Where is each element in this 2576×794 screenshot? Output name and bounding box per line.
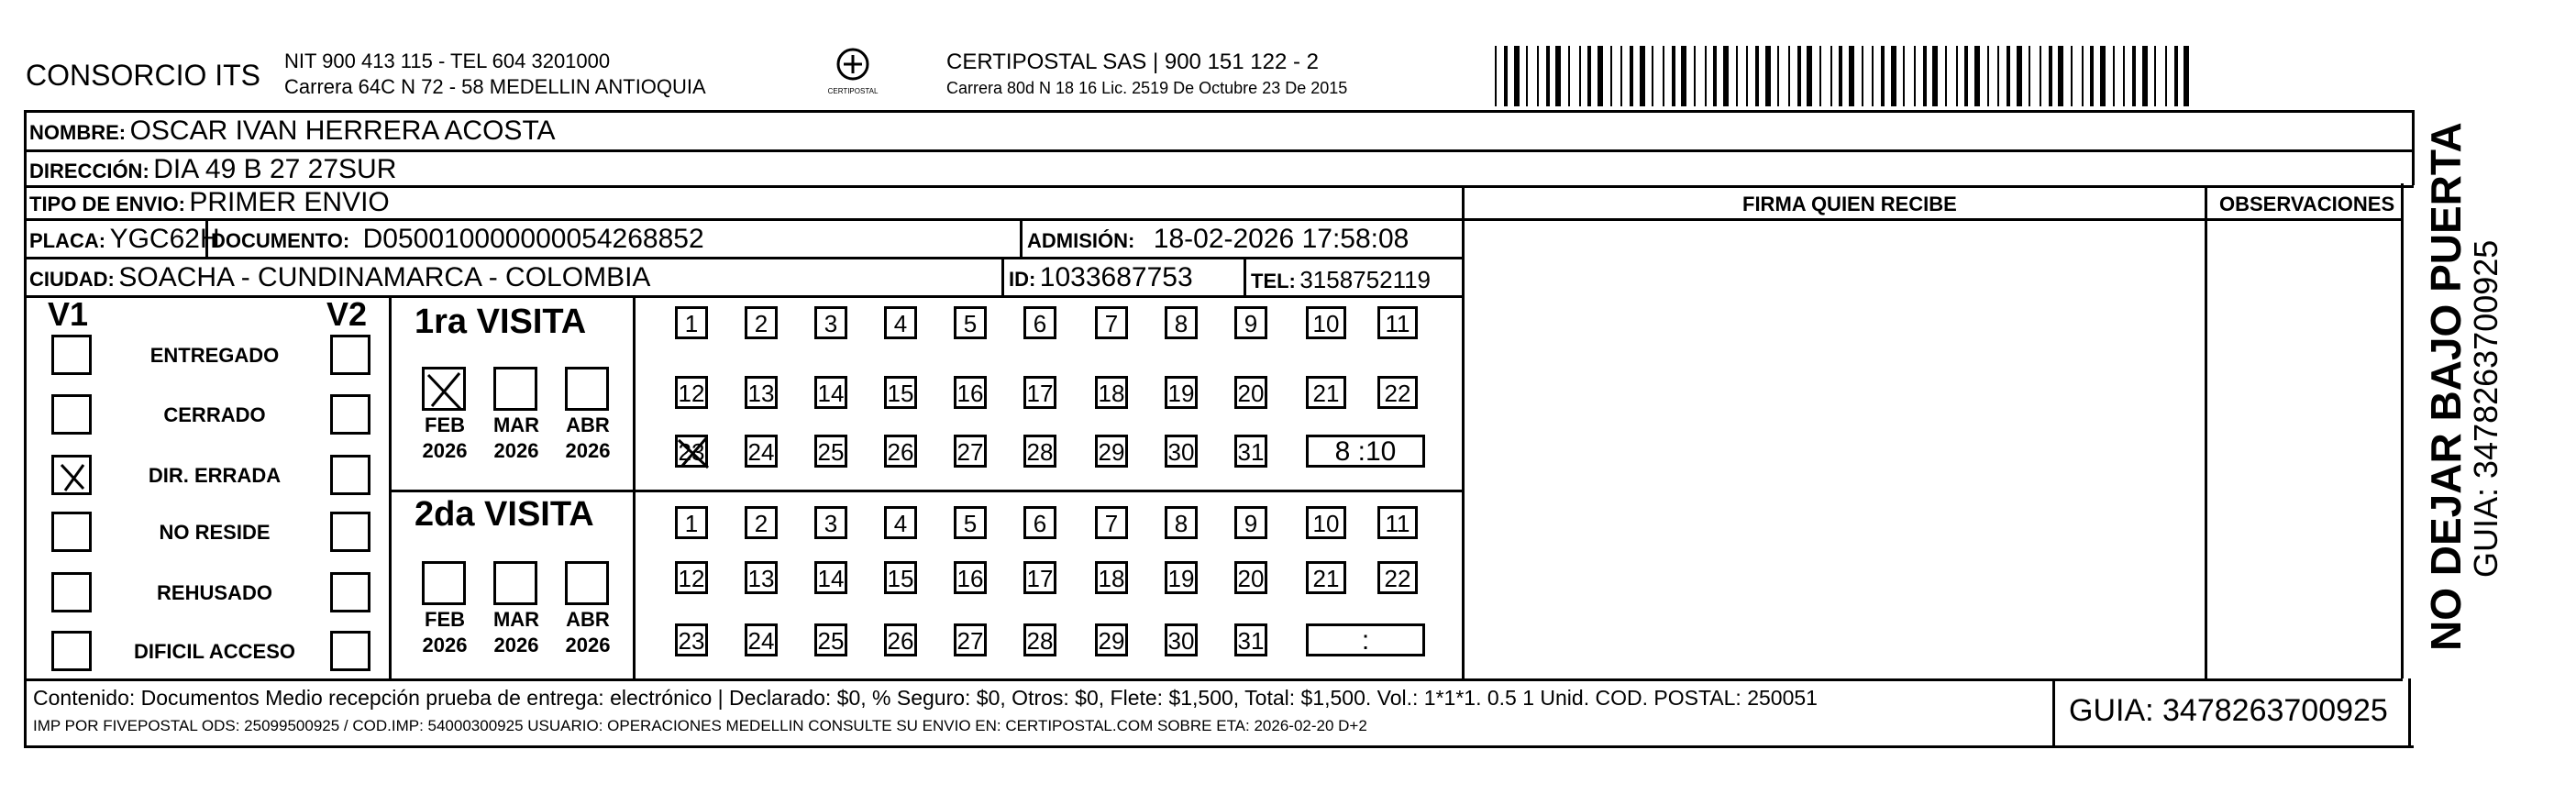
- second-visit-day-cell[interactable]: 22: [1377, 561, 1418, 594]
- ciudad-label: CIUDAD:: [29, 268, 115, 291]
- documento-cell: [211, 224, 704, 255]
- first-visit-day-cell[interactable]: 10: [1306, 306, 1346, 339]
- second-visit-day-cell[interactable]: 10: [1306, 506, 1346, 539]
- v1-label: V1: [48, 295, 89, 333]
- month-year: 2026: [422, 634, 468, 656]
- status-label: ENTREGADO: [149, 344, 280, 367]
- v1-checkbox[interactable]: [51, 394, 92, 435]
- second-visit-day-cell[interactable]: 21: [1306, 561, 1346, 594]
- first-visit-day-cell[interactable]: 19: [1165, 376, 1198, 409]
- v2-label: V2: [326, 295, 368, 333]
- second-visit-day-cell[interactable]: 24: [745, 623, 778, 656]
- first-visit-day-cell[interactable]: 17: [1023, 376, 1056, 409]
- first-visit-day-cell[interactable]: 2: [745, 306, 778, 339]
- month-year: 2026: [493, 634, 539, 656]
- v2-checkbox[interactable]: [330, 512, 370, 552]
- id-cell: [1009, 262, 1193, 293]
- first-visit-day-cell[interactable]: 5: [954, 306, 987, 339]
- month-year: 2026: [422, 439, 468, 462]
- tel-value: 3158752119: [1299, 266, 1432, 293]
- first-visit-day-cell[interactable]: 4: [884, 306, 917, 339]
- month-year: 2026: [565, 634, 611, 656]
- placa-value: YGC62H: [109, 224, 220, 254]
- v1-checkbox[interactable]: [51, 512, 92, 552]
- firma-label: FIRMA QUIEN RECIBE: [1742, 193, 1957, 215]
- second-visit-day-cell[interactable]: 25: [814, 623, 847, 656]
- second-visit-day-cell[interactable]: 4: [884, 506, 917, 539]
- direccion-value: DIA 49 B 27 27SUR: [153, 154, 397, 184]
- id-label: ID:: [1009, 268, 1036, 291]
- second-visit-day-cell[interactable]: 9: [1234, 506, 1267, 539]
- first-visit-day-cell[interactable]: 28: [1023, 435, 1056, 468]
- second-visit-day-cell[interactable]: 15: [884, 561, 917, 594]
- second-visit-day-cell[interactable]: 29: [1095, 623, 1128, 656]
- v1-checkbox[interactable]: [51, 572, 92, 612]
- first-visit-day-cell[interactable]: 26: [884, 435, 917, 468]
- day-cross-mark: [675, 435, 712, 476]
- second-visit-month-checkbox[interactable]: [493, 561, 537, 605]
- contenido-text: Contenido: Documentos Medio recepción prueba de entrega: electrónico | Declarado: $0, % Seguro: $0, Otros: $0, Flete: $1,500, Total: $1,500. Vol.: 1*1*1. 0.5 1 Unid. COD. POSTAL: 250051: [33, 686, 1818, 710]
- first-visit-day-cell[interactable]: 29: [1095, 435, 1128, 468]
- first-visit-day-cell[interactable]: 25: [814, 435, 847, 468]
- first-visit-day-cell[interactable]: 14: [814, 376, 847, 409]
- month-name: MAR: [492, 414, 540, 436]
- second-visit-day-cell[interactable]: 5: [954, 506, 987, 539]
- second-visit-day-cell[interactable]: 12: [675, 561, 708, 594]
- admision-cell: [1027, 224, 1409, 255]
- status-label: REHUSADO: [157, 581, 272, 604]
- first-visit-day-cell[interactable]: 1: [675, 306, 708, 339]
- second-visit-day-cell[interactable]: 16: [954, 561, 987, 594]
- second-visit-time-cell[interactable]: :: [1306, 623, 1425, 656]
- first-visit-day-cell[interactable]: 15: [884, 376, 917, 409]
- second-visit-title: 2da VISITA: [415, 495, 594, 534]
- documento-value: D050010000000054268852: [362, 224, 704, 254]
- certipostal-line-2: Carrera 80d N 18 16 Lic. 2519 De Octubre 23 De 2015: [946, 79, 1348, 97]
- first-visit-day-cell[interactable]: 9: [1234, 306, 1267, 339]
- v2-checkbox[interactable]: [330, 572, 370, 612]
- v2-checkbox[interactable]: [330, 335, 370, 375]
- first-visit-day-cell[interactable]: 8: [1165, 306, 1198, 339]
- first-visit-day-cell[interactable]: 11: [1377, 306, 1418, 339]
- second-visit-day-cell[interactable]: 13: [745, 561, 778, 594]
- first-visit-title: 1ra VISITA: [415, 303, 587, 341]
- month-name: FEB: [425, 414, 465, 436]
- barcode: [1495, 46, 2192, 106]
- first-visit-day-cell[interactable]: 31: [1234, 435, 1267, 468]
- nombre-label: NOMBRE:: [29, 121, 127, 144]
- second-visit-day-cell[interactable]: 3: [814, 506, 847, 539]
- id-value: 1033687753: [1039, 262, 1193, 292]
- first-visit-day-cell[interactable]: 12: [675, 376, 708, 409]
- certipostal-line-1: CERTIPOSTAL SAS | 900 151 122 - 2: [946, 50, 1319, 74]
- second-visit-day-cell[interactable]: 14: [814, 561, 847, 594]
- second-visit-day-cell[interactable]: 19: [1165, 561, 1198, 594]
- status-label: NO RESIDE: [159, 521, 271, 544]
- first-visit-month-label: [413, 413, 477, 464]
- second-visit-month-checkbox[interactable]: [565, 561, 609, 605]
- footer-guia: GUIA: 3478263700925: [2069, 693, 2388, 728]
- second-visit-day-cell[interactable]: 30: [1165, 623, 1198, 656]
- second-visit-day-cell[interactable]: 31: [1234, 623, 1267, 656]
- side-guia: GUIA: 3478263700925: [2467, 239, 2504, 578]
- tel-label: TEL:: [1251, 270, 1296, 292]
- logo-caption: CERTIPOSTAL: [827, 87, 879, 95]
- second-visit-day-cell[interactable]: 2: [745, 506, 778, 539]
- v2-checkbox[interactable]: [330, 394, 370, 435]
- status-label: DIR. ERRADA: [148, 464, 282, 487]
- placa-cell: [29, 224, 220, 255]
- first-visit-day-cell[interactable]: 27: [954, 435, 987, 468]
- second-visit-day-cell[interactable]: 7: [1095, 506, 1128, 539]
- v1-checkbox[interactable]: [51, 335, 92, 375]
- second-visit-day-cell[interactable]: 17: [1023, 561, 1056, 594]
- month-name: ABR: [566, 608, 610, 631]
- observaciones-label: OBSERVACIONES: [2219, 193, 2395, 215]
- first-visit-day-cell[interactable]: 22: [1377, 376, 1418, 409]
- certipostal-logo: [825, 46, 880, 101]
- first-visit-day-cell[interactable]: 7: [1095, 306, 1128, 339]
- tipo-envio-value: PRIMER ENVIO: [189, 187, 390, 217]
- admision-label: ADMISIÓN:: [1027, 229, 1135, 252]
- tipo-envio-row: [29, 187, 390, 218]
- second-visit-day-cell[interactable]: 27: [954, 623, 987, 656]
- direccion-label: DIRECCIÓN:: [29, 160, 149, 182]
- first-visit-day-cell[interactable]: 23: [675, 435, 708, 468]
- second-visit-day-cell[interactable]: 28: [1023, 623, 1056, 656]
- second-visit-month-label: [484, 607, 548, 658]
- month-year: 2026: [493, 439, 539, 462]
- documento-label: DOCUMENTO:: [211, 229, 350, 252]
- status-label: CERRADO: [163, 403, 266, 426]
- no-dejar-bajo-puerta: NO DEJAR BAJO PUERTA: [2422, 122, 2470, 651]
- status-label: DIFICIL ACCESO: [133, 640, 295, 663]
- second-visit-month-label: [413, 607, 477, 658]
- nombre-value: OSCAR IVAN HERRERA ACOSTA: [129, 116, 556, 146]
- first-visit-month-checkbox[interactable]: [422, 367, 466, 411]
- month-name: MAR: [492, 608, 540, 631]
- v2-checkbox[interactable]: [330, 455, 370, 495]
- tipo-envio-label: TIPO DE ENVIO:: [29, 193, 185, 215]
- first-visit-day-cell[interactable]: 24: [745, 435, 778, 468]
- nombre-row: [29, 116, 556, 147]
- v2-checkbox[interactable]: [330, 631, 370, 671]
- second-visit-day-cell[interactable]: 1: [675, 506, 708, 539]
- month-year: 2026: [565, 439, 611, 462]
- second-visit-month-checkbox[interactable]: [422, 561, 466, 605]
- first-visit-day-cell[interactable]: 13: [745, 376, 778, 409]
- imp-text: IMP POR FIVEPOSTAL ODS: 25099500925 / COD.IMP: 54000300925 USUARIO: OPERACIONES MEDELLIN CONSULTE SU ENVIO EN: CERTIPOSTAL.COM SOBRE ETA: 2026-02-20 D+2: [33, 717, 1367, 734]
- company-info-line-2: Carrera 64C N 72 - 58 MEDELLIN ANTIOQUIA: [284, 75, 706, 98]
- first-visit-month-label: [484, 413, 548, 464]
- second-visit-day-cell[interactable]: 18: [1095, 561, 1128, 594]
- direccion-row: [29, 154, 396, 185]
- first-visit-day-cell[interactable]: 21: [1306, 376, 1346, 409]
- second-visit-day-cell[interactable]: 20: [1234, 561, 1267, 594]
- admision-value: 18-02-2026 17:58:08: [1153, 224, 1410, 254]
- v1-checkbox[interactable]: [51, 455, 92, 495]
- first-visit-month-checkbox[interactable]: [493, 367, 537, 411]
- second-visit-day-cell[interactable]: 26: [884, 623, 917, 656]
- first-visit-day-cell[interactable]: 20: [1234, 376, 1267, 409]
- first-visit-time-cell[interactable]: 8 :10: [1306, 435, 1425, 468]
- second-visit-day-cell[interactable]: 11: [1377, 506, 1418, 539]
- second-visit-day-cell[interactable]: 23: [675, 623, 708, 656]
- first-visit-day-cell[interactable]: 16: [954, 376, 987, 409]
- first-visit-day-cell[interactable]: 3: [814, 306, 847, 339]
- month-name: FEB: [425, 608, 465, 631]
- first-visit-month-label: [556, 413, 620, 464]
- v1-checkbox[interactable]: [51, 631, 92, 671]
- first-visit-day-cell[interactable]: 30: [1165, 435, 1198, 468]
- first-visit-day-cell[interactable]: 6: [1023, 306, 1056, 339]
- second-visit-month-label: [556, 607, 620, 658]
- ciudad-value: SOACHA - CUNDINAMARCA - COLOMBIA: [118, 262, 651, 292]
- second-visit-day-cell[interactable]: 8: [1165, 506, 1198, 539]
- tel-cell: [1251, 266, 1431, 294]
- month-name: ABR: [566, 414, 610, 436]
- ciudad-cell: [29, 262, 650, 293]
- first-visit-day-cell[interactable]: 18: [1095, 376, 1128, 409]
- second-visit-day-cell[interactable]: 6: [1023, 506, 1056, 539]
- placa-label: PLACA:: [29, 229, 106, 252]
- first-visit-month-checkbox[interactable]: [565, 367, 609, 411]
- company-info-line-1: NIT 900 413 115 - TEL 604 3201000: [284, 50, 611, 72]
- company-name: CONSORCIO ITS: [26, 59, 261, 92]
